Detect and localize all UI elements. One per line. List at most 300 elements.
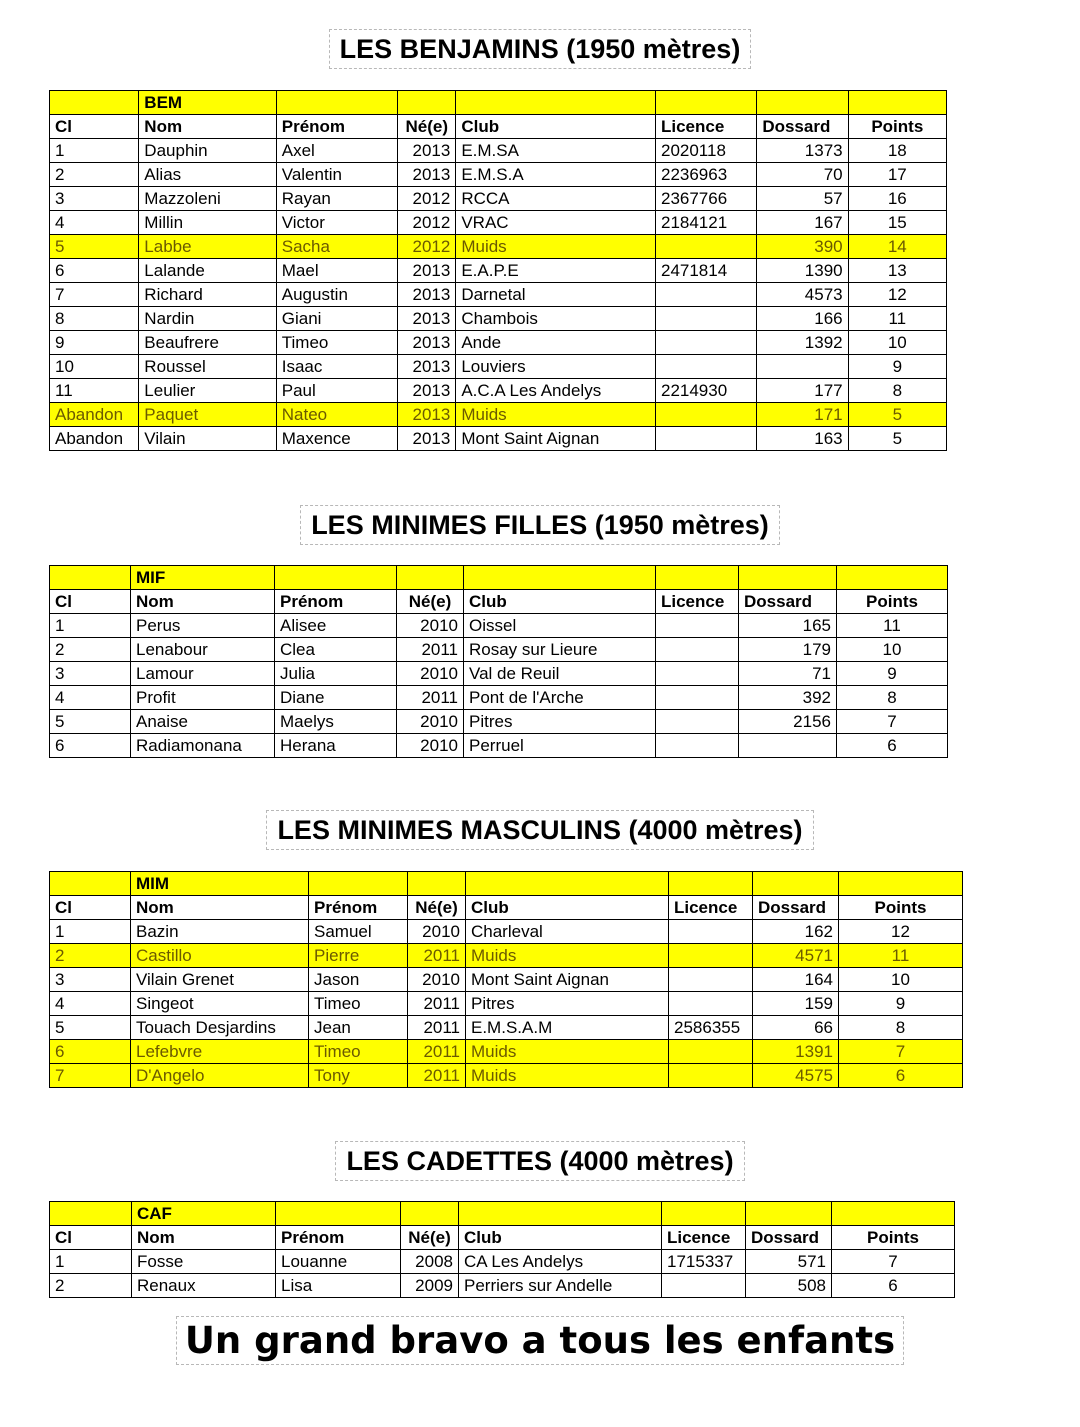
club-cell: Chambois: [456, 307, 656, 331]
name-cell: Paquet: [139, 403, 276, 427]
rank-cell: 2: [50, 944, 131, 968]
points-cell: 6: [839, 1064, 963, 1088]
licence-cell: 2020118: [655, 139, 756, 163]
category-code: BEM: [139, 91, 276, 115]
club-cell: Pont de l'Arche: [464, 686, 656, 710]
table-row: [50, 710, 948, 734]
points-cell: 12: [839, 920, 963, 944]
bib-number-cell: 70: [757, 163, 848, 187]
bib-number-cell: 4573: [757, 283, 848, 307]
birth-year-cell: 2011: [397, 638, 464, 662]
category-cell: [50, 1202, 132, 1226]
club-cell: Darnetal: [456, 283, 656, 307]
rank-cell: 7: [50, 283, 139, 307]
category-cell: [669, 872, 753, 896]
points-cell: 10: [848, 331, 946, 355]
licence-cell: [656, 662, 739, 686]
birth-year-cell: 2009: [401, 1274, 459, 1298]
first-name-cell: Lisa: [276, 1274, 401, 1298]
category-cell: [276, 1202, 401, 1226]
name-cell: Castillo: [131, 944, 309, 968]
first-name-cell: Pierre: [309, 944, 408, 968]
licence-cell: [655, 331, 756, 355]
bib-number-cell: 57: [757, 187, 848, 211]
club-cell: Pitres: [466, 992, 669, 1016]
first-name-cell: Timeo: [276, 331, 397, 355]
rank-cell: 4: [50, 686, 131, 710]
name-cell: Vilain: [139, 427, 276, 451]
category-cell: [275, 566, 397, 590]
points-cell: 14: [848, 235, 946, 259]
name-cell: Lalande: [139, 259, 276, 283]
birth-year-cell: 2010: [397, 614, 464, 638]
bib-number-cell: 179: [739, 638, 837, 662]
points-cell: 18: [848, 139, 946, 163]
club-cell: Pitres: [464, 710, 656, 734]
column-header-bib-number: Dossard: [757, 115, 848, 139]
licence-cell: [669, 968, 753, 992]
birth-year-cell: 2011: [408, 1016, 466, 1040]
rank-cell: 1: [50, 614, 131, 638]
column-header-rank: Cl: [50, 1226, 132, 1250]
table-row: [50, 614, 948, 638]
category-cell: [276, 91, 397, 115]
rank-cell: 5: [50, 1016, 131, 1040]
bib-number-cell: 167: [757, 211, 848, 235]
birth-year-cell: 2013: [398, 403, 456, 427]
points-cell: 7: [832, 1250, 955, 1274]
column-header-licence: Licence: [662, 1226, 746, 1250]
name-cell: Millin: [139, 211, 276, 235]
licence-cell: [655, 283, 756, 307]
category-cell: [456, 91, 656, 115]
table-row: [50, 662, 948, 686]
points-cell: 11: [837, 614, 948, 638]
first-name-cell: Diane: [275, 686, 397, 710]
licence-cell: 2184121: [655, 211, 756, 235]
rank-cell: 8: [50, 307, 139, 331]
club-cell: Mont Saint Aignan: [456, 427, 656, 451]
name-cell: Perus: [131, 614, 275, 638]
first-name-cell: Nateo: [276, 403, 397, 427]
category-cell: [757, 91, 848, 115]
category-cell: [753, 872, 839, 896]
bib-number-cell: [757, 355, 848, 379]
column-header-name: Nom: [131, 896, 309, 920]
name-cell: Bazin: [131, 920, 309, 944]
bib-number-cell: 159: [753, 992, 839, 1016]
category-cell: [662, 1202, 746, 1226]
birth-year-cell: 2013: [398, 427, 456, 451]
points-cell: 5: [848, 403, 946, 427]
category-cell: [739, 566, 837, 590]
table-row: [50, 403, 947, 427]
rank-cell: 3: [50, 662, 131, 686]
table-row: [50, 944, 963, 968]
birth-year-cell: 2010: [397, 710, 464, 734]
name-cell: Fosse: [132, 1250, 276, 1274]
results-table-minimes-masculins: [49, 871, 963, 1088]
points-cell: 6: [837, 734, 948, 758]
birth-year-cell: 2008: [401, 1250, 459, 1274]
column-header-first-name: Prénom: [309, 896, 408, 920]
category-row: [50, 872, 963, 896]
club-cell: Mont Saint Aignan: [466, 968, 669, 992]
first-name-cell: Jean: [309, 1016, 408, 1040]
name-cell: Alias: [139, 163, 276, 187]
first-name-cell: Alisee: [275, 614, 397, 638]
first-name-cell: Valentin: [276, 163, 397, 187]
name-cell: Leulier: [139, 379, 276, 403]
name-cell: Lamour: [131, 662, 275, 686]
points-cell: 15: [848, 211, 946, 235]
birth-year-cell: 2013: [398, 379, 456, 403]
section-title-benjamins: LES BENJAMINS (1950 mètres): [0, 32, 1080, 66]
column-header-birth-year: Né(e): [401, 1226, 459, 1250]
name-cell: Richard: [139, 283, 276, 307]
points-cell: 5: [848, 427, 946, 451]
table-row: [50, 355, 947, 379]
rank-cell: 1: [50, 920, 131, 944]
birth-year-cell: 2010: [397, 734, 464, 758]
rank-cell: 2: [50, 638, 131, 662]
first-name-cell: Isaac: [276, 355, 397, 379]
table-row: [50, 734, 948, 758]
rank-cell: 5: [50, 235, 139, 259]
column-header-licence: Licence: [656, 590, 739, 614]
bib-number-cell: 177: [757, 379, 848, 403]
name-cell: Touach Desjardins: [131, 1016, 309, 1040]
column-header-licence: Licence: [669, 896, 753, 920]
category-cell: [459, 1202, 662, 1226]
rank-cell: 6: [50, 259, 139, 283]
points-cell: 11: [848, 307, 946, 331]
category-cell: [832, 1202, 955, 1226]
rank-cell: 9: [50, 331, 139, 355]
results-table-minimes-filles: [49, 565, 948, 758]
first-name-cell: Paul: [276, 379, 397, 403]
birth-year-cell: 2011: [408, 944, 466, 968]
column-header-bib-number: Dossard: [739, 590, 837, 614]
club-cell: A.C.A Les Andelys: [456, 379, 656, 403]
points-cell: 11: [839, 944, 963, 968]
name-cell: Beaufrere: [139, 331, 276, 355]
name-cell: Roussel: [139, 355, 276, 379]
name-cell: Labbe: [139, 235, 276, 259]
birth-year-cell: 2013: [398, 355, 456, 379]
rank-cell: Abandon: [50, 427, 139, 451]
first-name-cell: Julia: [275, 662, 397, 686]
rank-cell: 6: [50, 1040, 131, 1064]
first-name-cell: Samuel: [309, 920, 408, 944]
column-header-first-name: Prénom: [276, 1226, 401, 1250]
birth-year-cell: 2010: [408, 968, 466, 992]
table-row: [50, 307, 947, 331]
licence-cell: [669, 992, 753, 1016]
name-cell: Profit: [131, 686, 275, 710]
club-cell: Perruel: [464, 734, 656, 758]
name-cell: Anaise: [131, 710, 275, 734]
bib-number-cell: 2156: [739, 710, 837, 734]
birth-year-cell: 2013: [398, 331, 456, 355]
table-row: [50, 427, 947, 451]
column-header-birth-year: Né(e): [398, 115, 456, 139]
club-cell: Perriers sur Andelle: [459, 1274, 662, 1298]
column-header-licence: Licence: [655, 115, 756, 139]
category-cell: [837, 566, 948, 590]
category-cell: [464, 566, 656, 590]
rank-cell: 3: [50, 968, 131, 992]
category-cell: [50, 872, 131, 896]
licence-cell: [655, 307, 756, 331]
points-cell: 9: [848, 355, 946, 379]
birth-year-cell: 2013: [398, 163, 456, 187]
points-cell: 8: [848, 379, 946, 403]
name-cell: Renaux: [132, 1274, 276, 1298]
club-cell: E.M.SA: [456, 139, 656, 163]
name-cell: Nardin: [139, 307, 276, 331]
points-cell: 8: [837, 686, 948, 710]
club-cell: Muids: [466, 1064, 669, 1088]
category-cell: [655, 91, 756, 115]
name-cell: D'Angelo: [131, 1064, 309, 1088]
bib-number-cell: 1390: [757, 259, 848, 283]
table-row: [50, 379, 947, 403]
category-cell: [401, 1202, 459, 1226]
category-cell: [50, 566, 131, 590]
birth-year-cell: 2011: [408, 992, 466, 1016]
category-code: CAF: [132, 1202, 276, 1226]
column-header-points: Points: [832, 1226, 955, 1250]
first-name-cell: Maxence: [276, 427, 397, 451]
category-cell: [746, 1202, 832, 1226]
first-name-cell: Tony: [309, 1064, 408, 1088]
column-header-bib-number: Dossard: [753, 896, 839, 920]
category-cell: [848, 91, 946, 115]
table-row: [50, 1274, 955, 1298]
table-row: [50, 920, 963, 944]
club-cell: Oissel: [464, 614, 656, 638]
club-cell: Ande: [456, 331, 656, 355]
club-cell: Val de Reuil: [464, 662, 656, 686]
bib-number-cell: 4575: [753, 1064, 839, 1088]
column-header-bib-number: Dossard: [746, 1226, 832, 1250]
first-name-cell: Sacha: [276, 235, 397, 259]
licence-cell: [669, 944, 753, 968]
licence-cell: [655, 355, 756, 379]
bib-number-cell: 392: [739, 686, 837, 710]
table-row: [50, 992, 963, 1016]
table-row: [50, 968, 963, 992]
name-cell: Mazzoleni: [139, 187, 276, 211]
footer-message: Un grand bravo a tous les enfants: [0, 1318, 1080, 1364]
category-cell: [408, 872, 466, 896]
name-cell: Vilain Grenet: [131, 968, 309, 992]
results-table-benjamins: [49, 90, 947, 451]
bib-number-cell: [739, 734, 837, 758]
column-header-first-name: Prénom: [275, 590, 397, 614]
points-cell: 10: [839, 968, 963, 992]
club-cell: E.M.S.A.M: [466, 1016, 669, 1040]
column-header-club: Club: [466, 896, 669, 920]
licence-cell: [655, 427, 756, 451]
category-cell: [466, 872, 669, 896]
rank-cell: 4: [50, 992, 131, 1016]
first-name-cell: Rayan: [276, 187, 397, 211]
first-name-cell: Maelys: [275, 710, 397, 734]
points-cell: 10: [837, 638, 948, 662]
club-cell: Muids: [456, 235, 656, 259]
column-header-birth-year: Né(e): [397, 590, 464, 614]
section-title-minimes-masculins: LES MINIMES MASCULINS (4000 mètres): [0, 813, 1080, 847]
first-name-cell: Victor: [276, 211, 397, 235]
rank-cell: 2: [50, 1274, 132, 1298]
table-row: [50, 1250, 955, 1274]
first-name-cell: Herana: [275, 734, 397, 758]
column-header-name: Nom: [131, 590, 275, 614]
column-header-name: Nom: [132, 1226, 276, 1250]
licence-cell: [655, 403, 756, 427]
birth-year-cell: 2012: [398, 211, 456, 235]
rank-cell: 2: [50, 163, 139, 187]
column-header-rank: Cl: [50, 115, 139, 139]
rank-cell: 4: [50, 211, 139, 235]
table-row: [50, 1040, 963, 1064]
first-name-cell: Timeo: [309, 1040, 408, 1064]
category-cell: [50, 91, 139, 115]
results-table-cadettes: [49, 1201, 955, 1298]
name-cell: Lenabour: [131, 638, 275, 662]
birth-year-cell: 2011: [408, 1040, 466, 1064]
bib-number-cell: 390: [757, 235, 848, 259]
club-cell: RCCA: [456, 187, 656, 211]
licence-cell: 1715337: [662, 1250, 746, 1274]
table-row: [50, 331, 947, 355]
category-row: [50, 566, 948, 590]
rank-cell: 11: [50, 379, 139, 403]
category-cell: [397, 566, 464, 590]
category-row: [50, 91, 947, 115]
licence-cell: 2586355: [669, 1016, 753, 1040]
club-cell: Muids: [466, 944, 669, 968]
bib-number-cell: 1373: [757, 139, 848, 163]
first-name-cell: Mael: [276, 259, 397, 283]
licence-cell: [655, 235, 756, 259]
table-row: [50, 235, 947, 259]
category-cell: [398, 91, 456, 115]
bib-number-cell: 162: [753, 920, 839, 944]
club-cell: Muids: [466, 1040, 669, 1064]
column-header-rank: Cl: [50, 896, 131, 920]
first-name-cell: Jason: [309, 968, 408, 992]
rank-cell: 10: [50, 355, 139, 379]
table-row: [50, 163, 947, 187]
points-cell: 9: [837, 662, 948, 686]
column-header-first-name: Prénom: [276, 115, 397, 139]
points-cell: 7: [839, 1040, 963, 1064]
section-title-cadettes: LES CADETTES (4000 mètres): [0, 1144, 1080, 1178]
first-name-cell: Louanne: [276, 1250, 401, 1274]
birth-year-cell: 2012: [398, 235, 456, 259]
bib-number-cell: 164: [753, 968, 839, 992]
points-cell: 12: [848, 283, 946, 307]
column-header-row: [50, 590, 948, 614]
category-row: [50, 1202, 955, 1226]
first-name-cell: Giani: [276, 307, 397, 331]
rank-cell: 6: [50, 734, 131, 758]
bib-number-cell: 1392: [757, 331, 848, 355]
bib-number-cell: 508: [746, 1274, 832, 1298]
points-cell: 6: [832, 1274, 955, 1298]
first-name-cell: Augustin: [276, 283, 397, 307]
section-title-minimes-filles: LES MINIMES FILLES (1950 mètres): [0, 508, 1080, 542]
points-cell: 9: [839, 992, 963, 1016]
birth-year-cell: 2011: [397, 686, 464, 710]
club-cell: Charleval: [466, 920, 669, 944]
column-header-birth-year: Né(e): [408, 896, 466, 920]
table-row: [50, 1016, 963, 1040]
column-header-row: [50, 1226, 955, 1250]
category-cell: [839, 872, 963, 896]
licence-cell: 2236963: [655, 163, 756, 187]
bib-number-cell: 571: [746, 1250, 832, 1274]
table-row: [50, 211, 947, 235]
birth-year-cell: 2011: [408, 1064, 466, 1088]
rank-cell: Abandon: [50, 403, 139, 427]
licence-cell: [656, 734, 739, 758]
licence-cell: 2214930: [655, 379, 756, 403]
table-row: [50, 638, 948, 662]
club-cell: Rosay sur Lieure: [464, 638, 656, 662]
column-header-row: [50, 115, 947, 139]
licence-cell: 2367766: [655, 187, 756, 211]
column-header-club: Club: [464, 590, 656, 614]
points-cell: 16: [848, 187, 946, 211]
column-header-rank: Cl: [50, 590, 131, 614]
points-cell: 13: [848, 259, 946, 283]
club-cell: Muids: [456, 403, 656, 427]
first-name-cell: Axel: [276, 139, 397, 163]
birth-year-cell: 2013: [398, 307, 456, 331]
birth-year-cell: 2012: [398, 187, 456, 211]
rank-cell: 5: [50, 710, 131, 734]
club-cell: E.A.P.E: [456, 259, 656, 283]
licence-cell: [669, 1064, 753, 1088]
points-cell: 17: [848, 163, 946, 187]
licence-cell: 2471814: [655, 259, 756, 283]
bib-number-cell: 66: [753, 1016, 839, 1040]
column-header-name: Nom: [139, 115, 276, 139]
bib-number-cell: 71: [739, 662, 837, 686]
column-header-points: Points: [839, 896, 963, 920]
table-row: [50, 1064, 963, 1088]
bib-number-cell: 163: [757, 427, 848, 451]
bib-number-cell: 165: [739, 614, 837, 638]
category-cell: [309, 872, 408, 896]
bib-number-cell: 4571: [753, 944, 839, 968]
rank-cell: 7: [50, 1064, 131, 1088]
licence-cell: [656, 686, 739, 710]
club-cell: VRAC: [456, 211, 656, 235]
column-header-row: [50, 896, 963, 920]
birth-year-cell: 2010: [397, 662, 464, 686]
name-cell: Radiamonana: [131, 734, 275, 758]
category-code: MIF: [131, 566, 275, 590]
first-name-cell: Clea: [275, 638, 397, 662]
bib-number-cell: 171: [757, 403, 848, 427]
table-row: [50, 283, 947, 307]
name-cell: Lefebvre: [131, 1040, 309, 1064]
